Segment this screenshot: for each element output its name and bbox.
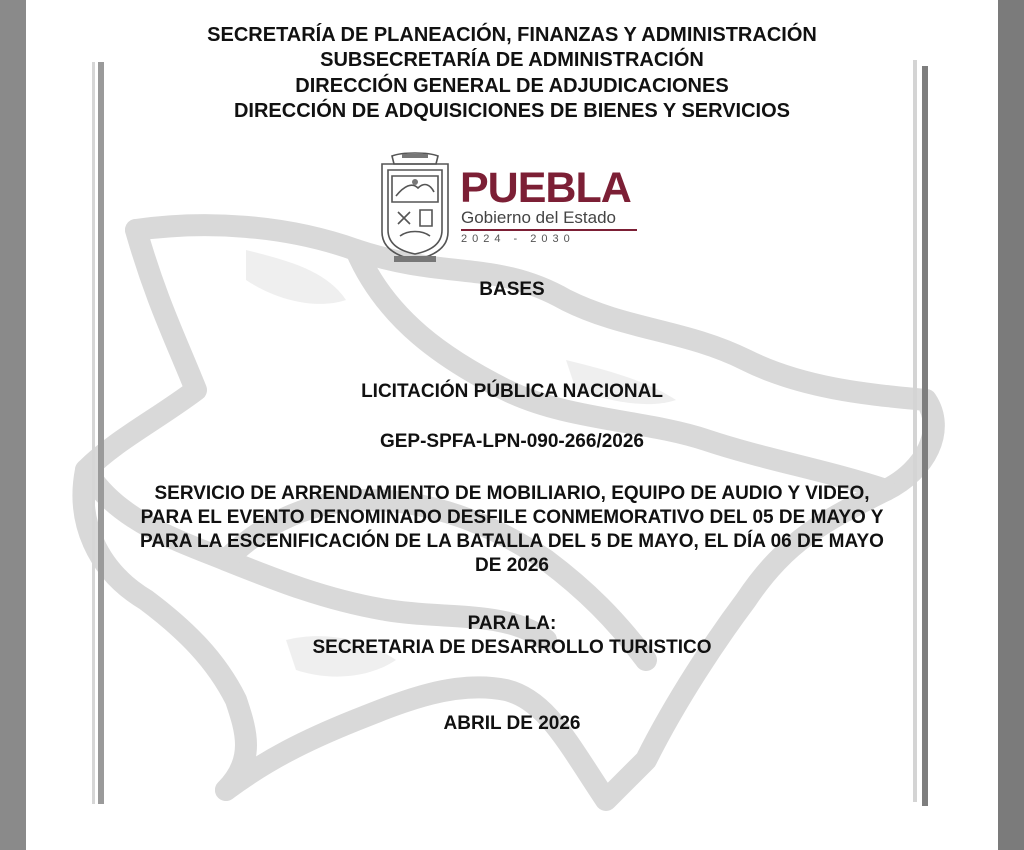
document-page: [26, 0, 998, 850]
header-subsecretaria: SUBSECRETARÍA DE ADMINISTRACIÓN: [320, 49, 704, 71]
service-description: SERVICIO DE ARRENDAMIENTO DE MOBILIARIO, EQUIPO DE AUDIO Y VIDEO, PARA EL EVENTO DENOMINADO DESFILE CONMEMORATIVO DEL 05 DE MAYO Y PARA LA ESCENIFICACIÓN DE LA BATALLA DEL 5 DE MAYO, EL DÍA 06 DE MAYO DE 2026: [140, 483, 884, 576]
background-strip: [998, 0, 1024, 850]
for-label: PARA LA:: [467, 613, 557, 634]
brand-wordmark: PUEBLA: [460, 164, 631, 212]
brand-divider: [461, 229, 637, 231]
document-type: BASES: [479, 279, 545, 300]
recipient-agency: SECRETARIA DE DESARROLLO TURISTICO: [312, 637, 712, 658]
document-date: ABRIL DE 2026: [443, 713, 581, 734]
procedure-type: LICITACIÓN PÚBLICA NACIONAL: [361, 381, 663, 402]
brand-years: 2024 - 2030: [461, 233, 575, 245]
header-secretaria: SECRETARÍA DE PLANEACIÓN, FINANZAS Y ADMINISTRACIÓN: [207, 24, 817, 46]
header-direccion-general: DIRECCIÓN GENERAL DE ADJUDICACIONES: [295, 75, 729, 97]
header-direccion-adquisiciones: DIRECCIÓN DE ADQUISICIONES DE BIENES Y SERVICIOS: [233, 100, 791, 122]
brand-subtitle: Gobierno del Estado: [461, 208, 616, 227]
procedure-code: GEP-SPFA-LPN-090-266/2026: [379, 431, 644, 452]
